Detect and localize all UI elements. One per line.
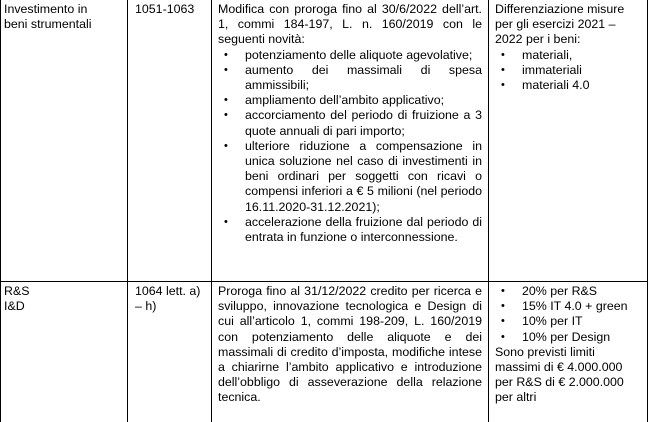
list-item: • 15% IT 4.0 + green	[501, 299, 628, 314]
measure-name-line: R&S	[4, 284, 30, 298]
table-cell-commi	[135, 284, 205, 314]
list-item: • ulteriore riduzione a compensazione in unica soluzione nel caso di investimenti in beni ordinari per soggetti con ricavi o compensi inferiori a € 5 milioni (nel periodo 16.11.2020-31.12.2021);	[224, 138, 482, 214]
notes-intro: Differenziazione misure per gli esercizi 2021 – 2022 per i beni:	[495, 2, 625, 47]
bullet-icon: •	[501, 48, 505, 61]
bullet-icon: •	[224, 109, 228, 122]
list-item: • accelerazione della fruizione dal periodo di entrata in funzione o interconnessione.	[224, 214, 482, 245]
list-item: • 10% per Design	[501, 329, 611, 344]
table-cell-measure	[4, 284, 121, 314]
bullet-icon: •	[501, 63, 505, 76]
column-divider	[211, 0, 212, 422]
measure-name-line: I&D	[4, 299, 25, 314]
bullet-icon: •	[224, 215, 228, 228]
bullet-icon: •	[224, 63, 228, 76]
column-divider	[488, 0, 489, 422]
table-cell-commi	[135, 2, 205, 17]
commi-reference: 1064 lett. a) – h)	[135, 284, 201, 314]
table-cell-notes	[495, 2, 643, 93]
list-item: • ampliamento dell’ambito applicativo;	[224, 93, 445, 108]
column-divider	[127, 0, 128, 422]
list-item: • accorciamento del periodo di fruizione a 3 quote annuali di pari importo;	[224, 108, 482, 138]
bullet-icon: •	[224, 94, 228, 107]
list-item: • 10% per IT	[501, 314, 583, 329]
bullet-icon: •	[224, 48, 228, 61]
list-item: • immateriali	[501, 62, 582, 77]
bullet-icon: •	[224, 139, 228, 152]
rates-list	[495, 284, 643, 345]
novelties-list	[218, 48, 482, 246]
table-border-left	[0, 0, 1, 422]
bullet-icon: •	[501, 315, 505, 328]
table-cell-description	[218, 284, 482, 406]
list-item: • aumento dei massimali di spesa ammissibili;	[224, 62, 482, 93]
list-item: • materiali,	[501, 47, 573, 62]
list-item: • potenziamento delle aliquote agevolative;	[224, 47, 473, 62]
bullet-icon: •	[501, 285, 505, 297]
table-cell-notes	[495, 284, 643, 406]
list-item: • materiali 4.0	[501, 78, 590, 93]
limits-note: Sono previsti limiti massimi di € 4.000.000 per R&S di € 2.000.000 per altri	[495, 344, 624, 405]
table-cell-description	[218, 2, 482, 245]
bullet-icon: •	[501, 300, 505, 313]
description-intro: Modifica con proroga fino al 30/6/2022 dell’art. 1, commi 184-197, L. n. 160/2019 con le seguenti novità:	[218, 2, 482, 47]
list-item: • 20% per R&S	[501, 284, 598, 298]
table-cell-measure	[4, 2, 121, 32]
bullet-icon: •	[501, 330, 505, 343]
row-divider	[0, 281, 648, 282]
measure-name-line: beni strumentali	[4, 17, 92, 32]
description-text: Proroga fino al 31/12/2022 credito per ricerca e sviluppo, innovazione tecnologica e Design di cui all’articolo 1, commi 198-209, L. 160/2019 con potenziamento delle aliquote e dei massimali di credito d’imposta, modifiche intese a chiarirne l’ambito applicativo e introduzione dell’obbligo di asseverazione della relazione tecnica.	[218, 284, 482, 405]
commi-reference: 1051-1063	[135, 2, 195, 16]
measure-name-line: Investimento in	[4, 2, 88, 16]
asset-types-list	[495, 48, 643, 94]
bullet-icon: •	[501, 79, 505, 92]
